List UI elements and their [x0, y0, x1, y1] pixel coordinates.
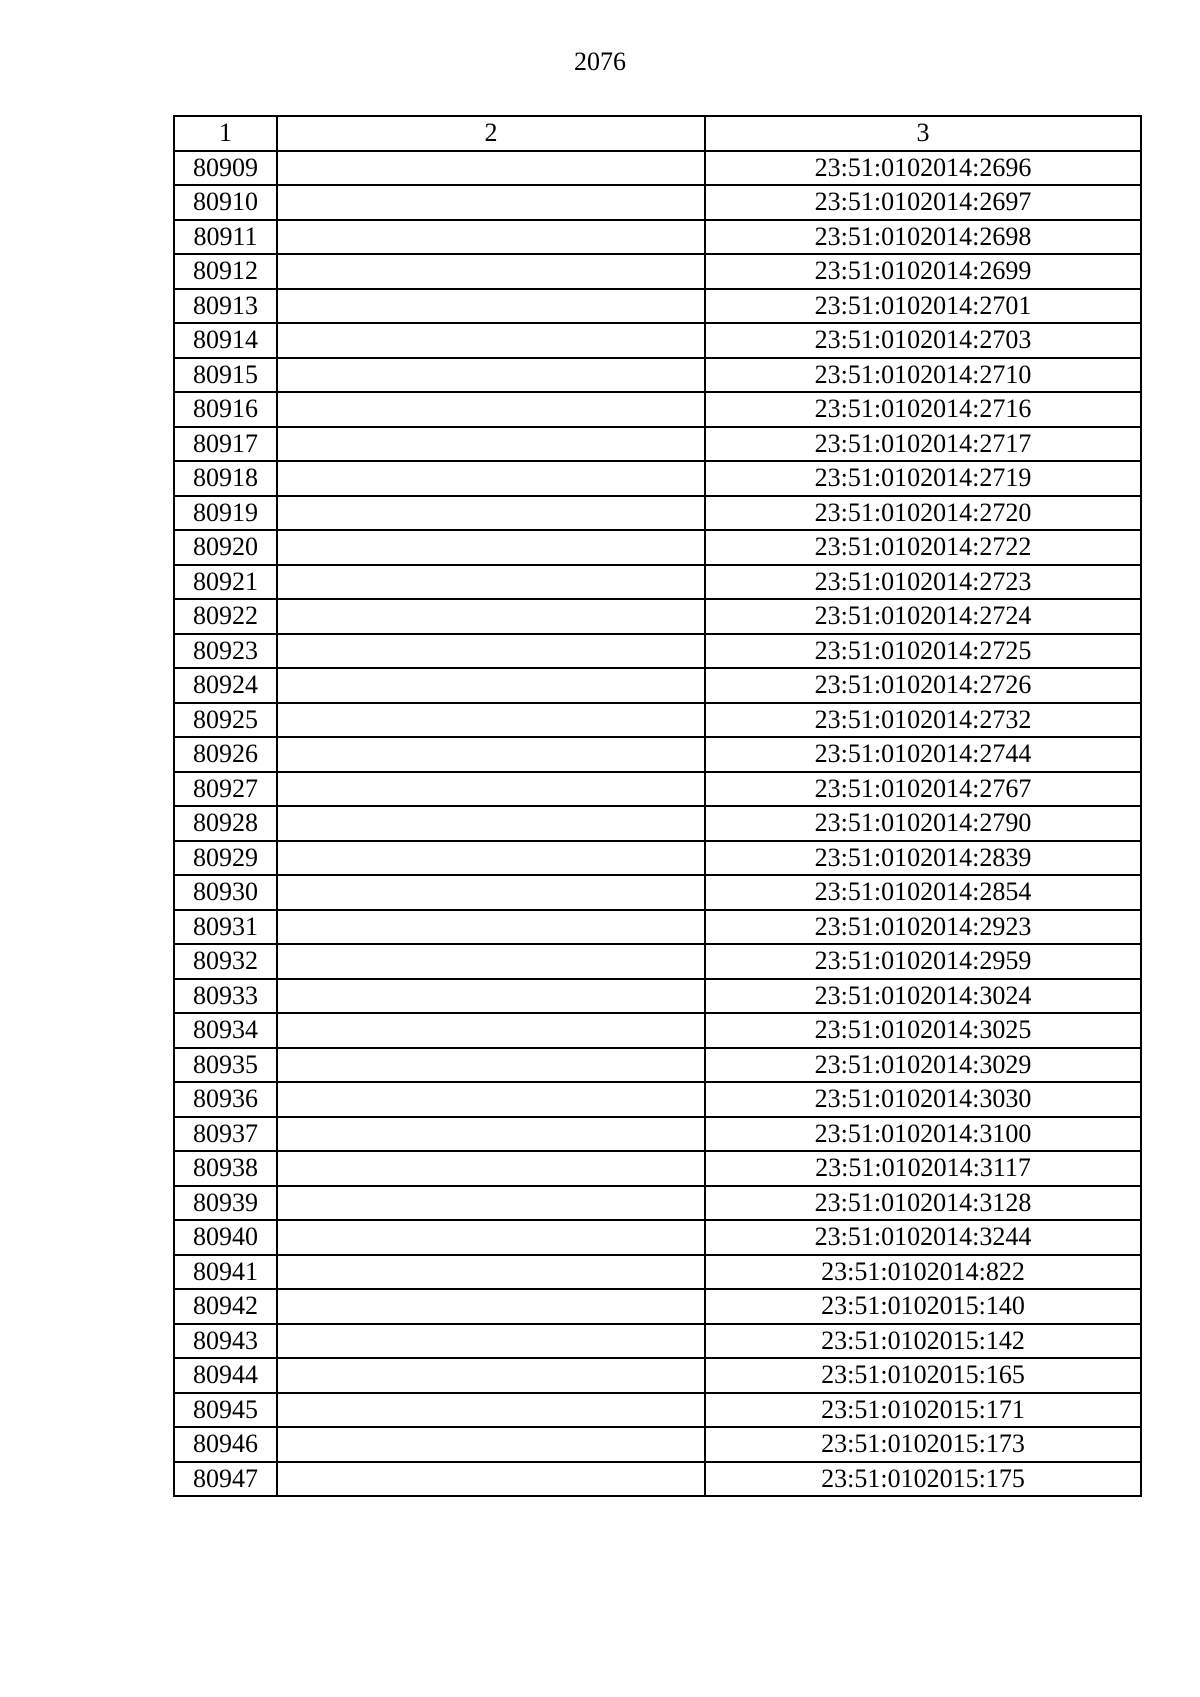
row-number-cell: 80914 — [174, 323, 277, 358]
row-number-cell: 80910 — [174, 185, 277, 220]
cadastral-number-cell: 23:51:0102014:2724 — [705, 599, 1141, 634]
description-cell — [277, 496, 705, 531]
description-cell — [277, 1048, 705, 1083]
table-row — [174, 185, 1141, 220]
row-number-cell: 80941 — [174, 1255, 277, 1290]
description-cell — [277, 1427, 705, 1462]
description-cell — [277, 634, 705, 669]
table-row — [174, 979, 1141, 1014]
description-cell — [277, 737, 705, 772]
row-number-cell: 80921 — [174, 565, 277, 600]
row-number-cell: 80946 — [174, 1427, 277, 1462]
cadastral-number-cell: 23:51:0102014:2726 — [705, 668, 1141, 703]
table-row — [174, 1117, 1141, 1152]
table-body — [174, 151, 1141, 1497]
description-cell — [277, 1082, 705, 1117]
cadastral-number-cell: 23:51:0102014:2698 — [705, 220, 1141, 255]
description-cell — [277, 323, 705, 358]
table-header-row — [174, 116, 1141, 151]
cadastral-number-cell: 23:51:0102014:2725 — [705, 634, 1141, 669]
table-row — [174, 1220, 1141, 1255]
table-row — [174, 1393, 1141, 1428]
cadastral-number-cell: 23:51:0102014:2701 — [705, 289, 1141, 324]
cadastral-number-cell: 23:51:0102014:2723 — [705, 565, 1141, 600]
description-cell — [277, 1324, 705, 1359]
row-number-cell: 80915 — [174, 358, 277, 393]
cadastral-number-cell: 23:51:0102014:3117 — [705, 1151, 1141, 1186]
cadastral-number-cell: 23:51:0102014:2697 — [705, 185, 1141, 220]
column-header-2: 2 — [277, 116, 705, 151]
row-number-cell: 80920 — [174, 530, 277, 565]
description-cell — [277, 1462, 705, 1497]
row-number-cell: 80945 — [174, 1393, 277, 1428]
cadastral-number-cell: 23:51:0102015:165 — [705, 1358, 1141, 1393]
table-row — [174, 427, 1141, 462]
description-cell — [277, 1358, 705, 1393]
cadastral-number-cell: 23:51:0102014:3029 — [705, 1048, 1141, 1083]
row-number-cell: 80909 — [174, 151, 277, 186]
cadastral-number-cell: 23:51:0102014:2720 — [705, 496, 1141, 531]
table-row — [174, 1082, 1141, 1117]
row-number-cell: 80931 — [174, 910, 277, 945]
table-row — [174, 599, 1141, 634]
row-number-cell: 80942 — [174, 1289, 277, 1324]
table-row — [174, 1289, 1141, 1324]
row-number-cell: 80926 — [174, 737, 277, 772]
description-cell — [277, 1289, 705, 1324]
table-row — [174, 1013, 1141, 1048]
table-row — [174, 668, 1141, 703]
description-cell — [277, 806, 705, 841]
table-row — [174, 392, 1141, 427]
register-table — [173, 115, 1142, 1497]
cadastral-number-cell: 23:51:0102014:3030 — [705, 1082, 1141, 1117]
description-cell — [277, 254, 705, 289]
table-row — [174, 634, 1141, 669]
row-number-cell: 80924 — [174, 668, 277, 703]
description-cell — [277, 1117, 705, 1152]
column-header-3: 3 — [705, 116, 1141, 151]
cadastral-number-cell: 23:51:0102014:2716 — [705, 392, 1141, 427]
table-row — [174, 1255, 1141, 1290]
table-row — [174, 254, 1141, 289]
cadastral-number-cell: 23:51:0102014:3244 — [705, 1220, 1141, 1255]
cadastral-number-cell: 23:51:0102015:175 — [705, 1462, 1141, 1497]
cadastral-number-cell: 23:51:0102014:2719 — [705, 461, 1141, 496]
description-cell — [277, 668, 705, 703]
table-row — [174, 1186, 1141, 1221]
description-cell — [277, 185, 705, 220]
row-number-cell: 80930 — [174, 875, 277, 910]
row-number-cell: 80929 — [174, 841, 277, 876]
table-row — [174, 461, 1141, 496]
table-row — [174, 944, 1141, 979]
row-number-cell: 80934 — [174, 1013, 277, 1048]
cadastral-number-cell: 23:51:0102014:2744 — [705, 737, 1141, 772]
description-cell — [277, 392, 705, 427]
description-cell — [277, 1220, 705, 1255]
cadastral-number-cell: 23:51:0102015:142 — [705, 1324, 1141, 1359]
cadastral-number-cell: 23:51:0102014:2923 — [705, 910, 1141, 945]
row-number-cell: 80928 — [174, 806, 277, 841]
row-number-cell: 80911 — [174, 220, 277, 255]
description-cell — [277, 1013, 705, 1048]
row-number-cell: 80923 — [174, 634, 277, 669]
row-number-cell: 80927 — [174, 772, 277, 807]
cadastral-number-cell: 23:51:0102014:2717 — [705, 427, 1141, 462]
description-cell — [277, 875, 705, 910]
description-cell — [277, 358, 705, 393]
description-cell — [277, 1393, 705, 1428]
description-cell — [277, 1255, 705, 1290]
cadastral-number-cell: 23:51:0102014:3128 — [705, 1186, 1141, 1221]
cadastral-number-cell: 23:51:0102014:2699 — [705, 254, 1141, 289]
table-row — [174, 875, 1141, 910]
cadastral-number-cell: 23:51:0102014:2959 — [705, 944, 1141, 979]
row-number-cell: 80937 — [174, 1117, 277, 1152]
table-row — [174, 496, 1141, 531]
table-row — [174, 1427, 1141, 1462]
column-header-1: 1 — [174, 116, 277, 151]
table-row — [174, 1462, 1141, 1497]
table-row — [174, 220, 1141, 255]
description-cell — [277, 703, 705, 738]
cadastral-number-cell: 23:51:0102014:2790 — [705, 806, 1141, 841]
row-number-cell: 80918 — [174, 461, 277, 496]
row-number-cell: 80913 — [174, 289, 277, 324]
table-row — [174, 737, 1141, 772]
cadastral-number-cell: 23:51:0102014:2854 — [705, 875, 1141, 910]
cadastral-number-cell: 23:51:0102014:2696 — [705, 151, 1141, 186]
description-cell — [277, 979, 705, 1014]
row-number-cell: 80943 — [174, 1324, 277, 1359]
row-number-cell: 80917 — [174, 427, 277, 462]
cadastral-number-cell: 23:51:0102014:3025 — [705, 1013, 1141, 1048]
page-number: 2076 — [574, 47, 626, 76]
description-cell — [277, 565, 705, 600]
description-cell — [277, 599, 705, 634]
row-number-cell: 80932 — [174, 944, 277, 979]
table-row — [174, 323, 1141, 358]
table-row — [174, 806, 1141, 841]
row-number-cell: 80919 — [174, 496, 277, 531]
table-row — [174, 358, 1141, 393]
row-number-cell: 80916 — [174, 392, 277, 427]
cadastral-number-cell: 23:51:0102014:2710 — [705, 358, 1141, 393]
description-cell — [277, 461, 705, 496]
description-cell — [277, 427, 705, 462]
cadastral-number-cell: 23:51:0102014:2703 — [705, 323, 1141, 358]
row-number-cell: 80933 — [174, 979, 277, 1014]
description-cell — [277, 530, 705, 565]
table-row — [174, 1151, 1141, 1186]
description-cell — [277, 841, 705, 876]
row-number-cell: 80939 — [174, 1186, 277, 1221]
table-row — [174, 530, 1141, 565]
table-row — [174, 910, 1141, 945]
row-number-cell: 80936 — [174, 1082, 277, 1117]
cadastral-number-cell: 23:51:0102014:3024 — [705, 979, 1141, 1014]
table-row — [174, 565, 1141, 600]
cadastral-number-cell: 23:51:0102015:171 — [705, 1393, 1141, 1428]
description-cell — [277, 1151, 705, 1186]
description-cell — [277, 220, 705, 255]
cadastral-number-cell: 23:51:0102014:2732 — [705, 703, 1141, 738]
cadastral-number-cell: 23:51:0102015:140 — [705, 1289, 1141, 1324]
cadastral-number-cell: 23:51:0102014:822 — [705, 1255, 1141, 1290]
description-cell — [277, 910, 705, 945]
row-number-cell: 80922 — [174, 599, 277, 634]
description-cell — [277, 1186, 705, 1221]
cadastral-number-cell: 23:51:0102014:3100 — [705, 1117, 1141, 1152]
table-row — [174, 841, 1141, 876]
table-row — [174, 1324, 1141, 1359]
table-row — [174, 703, 1141, 738]
table-row — [174, 289, 1141, 324]
cadastral-number-cell: 23:51:0102014:2722 — [705, 530, 1141, 565]
table-row — [174, 1048, 1141, 1083]
table-row — [174, 772, 1141, 807]
description-cell — [277, 772, 705, 807]
description-cell — [277, 151, 705, 186]
table-row — [174, 1358, 1141, 1393]
row-number-cell: 80912 — [174, 254, 277, 289]
row-number-cell: 80940 — [174, 1220, 277, 1255]
description-cell — [277, 289, 705, 324]
row-number-cell: 80938 — [174, 1151, 277, 1186]
row-number-cell: 80925 — [174, 703, 277, 738]
cadastral-number-cell: 23:51:0102014:2839 — [705, 841, 1141, 876]
table-row — [174, 151, 1141, 186]
description-cell — [277, 944, 705, 979]
row-number-cell: 80944 — [174, 1358, 277, 1393]
cadastral-number-cell: 23:51:0102015:173 — [705, 1427, 1141, 1462]
row-number-cell: 80935 — [174, 1048, 277, 1083]
row-number-cell: 80947 — [174, 1462, 277, 1497]
cadastral-number-cell: 23:51:0102014:2767 — [705, 772, 1141, 807]
